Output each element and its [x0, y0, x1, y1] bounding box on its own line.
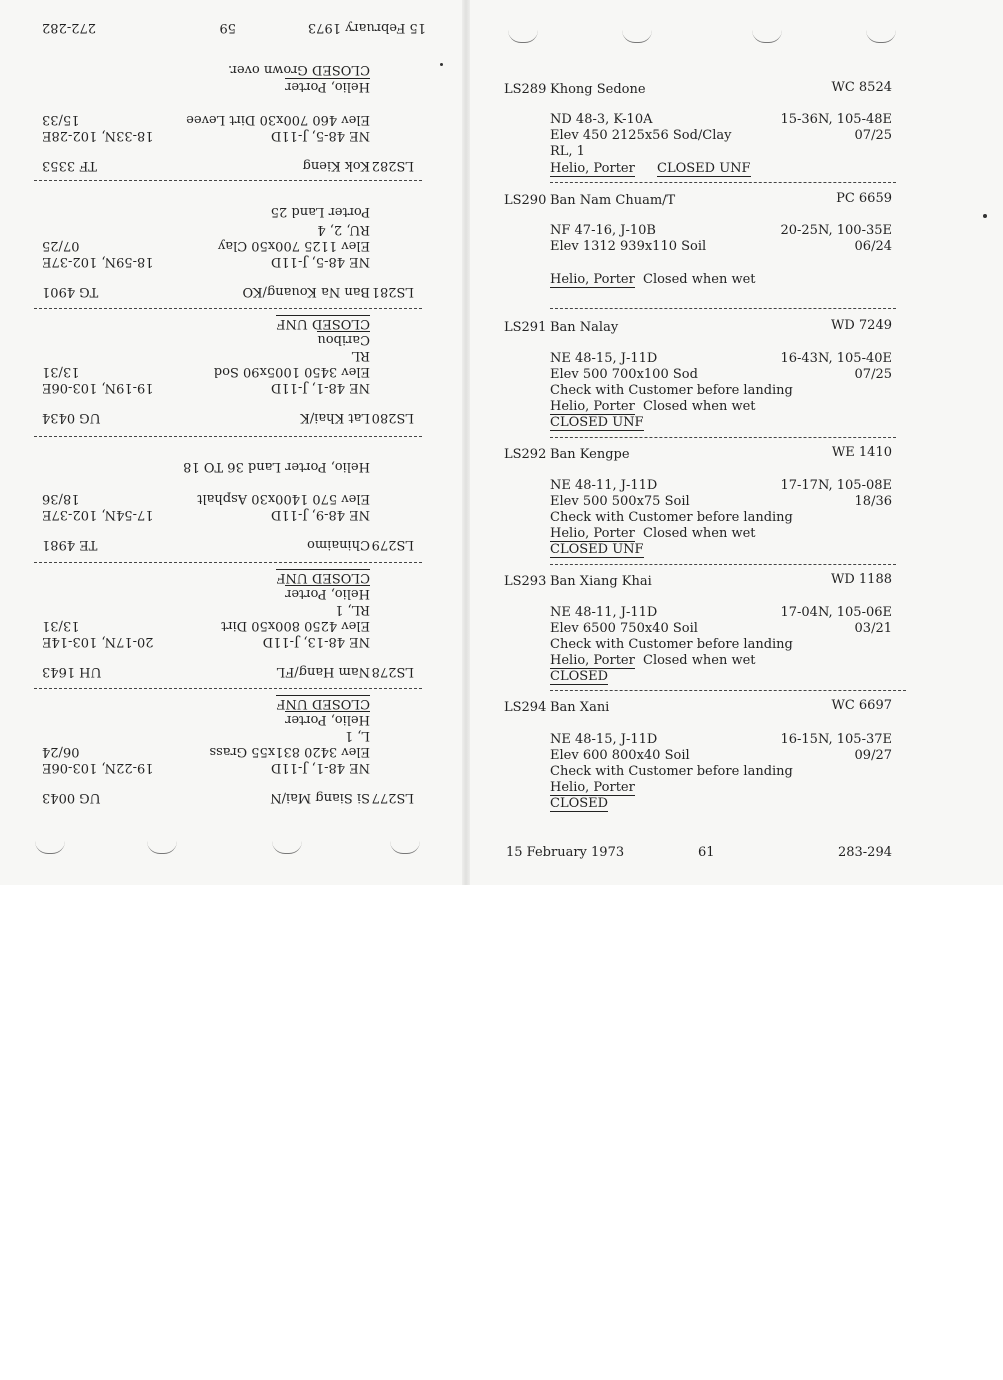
- aircraft-ops: Helio, Porter: [285, 712, 370, 727]
- aircraft-ops: Helio, Porter Land 36 TO 18: [183, 459, 370, 474]
- divider: [34, 180, 422, 181]
- footer-page-number: 59: [219, 20, 236, 35]
- entry-id: LS293: [504, 574, 547, 589]
- entry-name: Khong Sedone: [550, 82, 646, 97]
- runway-heading: 06/24: [854, 239, 892, 254]
- grid-ref: TE 4981: [42, 537, 98, 552]
- elevation: Elev 1125 700x50 Clay: [217, 238, 370, 253]
- grid-ref: WC 8524: [831, 80, 892, 95]
- elevation: Elev 3450 1005x90 Sod: [213, 364, 370, 379]
- elevation: Elev 460 700x30 Dirt Levee: [186, 112, 370, 127]
- footer-range: 272-282: [42, 20, 97, 35]
- footer-date: 15 February 1973: [307, 20, 426, 35]
- entry-name: Ban Na Kouang/KO: [242, 284, 370, 299]
- map-sheet: NE 48-1, J-11D: [270, 760, 370, 775]
- elevation: Elev 4250 800x50 Dirt: [221, 618, 370, 633]
- divider: [34, 562, 422, 563]
- coordinates: 20-25N, 100-35E: [780, 223, 892, 238]
- coordinates: 17-04N, 105-06E: [780, 605, 892, 620]
- coordinates: 16-15N, 105-37E: [780, 732, 892, 747]
- elevation: Elev 3420 831x55 Grass: [209, 744, 370, 759]
- grid-ref: TF 3353: [42, 158, 97, 173]
- grid-ref: UG 0434: [42, 410, 101, 425]
- runway-code: RL, 1: [550, 144, 585, 159]
- elevation: Elev 500 500x75 Soil: [550, 494, 690, 509]
- entry-name: Si Siang Mai/N: [270, 790, 370, 805]
- entry-id: LS289: [504, 82, 547, 97]
- status: CLOSED UNF: [550, 415, 644, 430]
- coordinates: 20-17N, 103-14E: [42, 634, 154, 649]
- grid-ref: UH 1643: [42, 664, 102, 679]
- grid-ref: WC 6697: [831, 698, 892, 713]
- entry-name: Ban Xiang Khai: [550, 574, 652, 589]
- divider: [550, 182, 896, 183]
- right-page: [470, 0, 1003, 885]
- runway-heading: 18/36: [854, 494, 892, 509]
- map-sheet: NE 48-5, J-11D: [270, 254, 370, 269]
- entry-name: Ban Nalay: [550, 320, 619, 335]
- status: CLOSED UNF: [276, 696, 370, 711]
- elevation: Elev 1312 939x110 Soil: [550, 239, 707, 254]
- entry-id: LS277: [371, 790, 414, 805]
- runway-heading: 06/24: [42, 744, 80, 759]
- map-sheet: NF 47-16, J-10B: [550, 223, 656, 238]
- grid-ref: WD 1188: [830, 572, 892, 587]
- coordinates: 15-36N, 105-48E: [780, 112, 892, 127]
- entry-id: LS281: [371, 284, 414, 299]
- aircraft-ops: Helio, Porter: [285, 586, 370, 601]
- entry-name: Lat Khai/K: [300, 410, 370, 425]
- map-sheet: NE 48-1, J-11D: [270, 380, 370, 395]
- coordinates: 19-19N, 103-06E: [42, 380, 154, 395]
- coordinates: 18-59N, 102-37E: [42, 254, 154, 269]
- coordinates: 16-43N, 105-40E: [780, 351, 892, 366]
- status: CLOSED Grown over.: [227, 62, 370, 77]
- grid-ref: UG 0043: [42, 790, 101, 805]
- status: CLOSED UNF: [657, 161, 751, 176]
- elevation: Elev 6500 750x40 Soil: [550, 621, 698, 636]
- runway-code: RL: [351, 348, 370, 363]
- divider: [550, 308, 896, 309]
- status-note: Closed when wet: [643, 653, 756, 668]
- footer-range: 283-294: [837, 845, 892, 860]
- coordinates: 19-22N, 103-06E: [42, 760, 154, 775]
- aircraft-ops: Helio, Porter: [550, 653, 635, 668]
- status: CLOSED: [550, 669, 609, 684]
- runway-heading: 07/25: [854, 128, 892, 143]
- map-sheet: ND 48-3, K-10A: [550, 112, 653, 127]
- entry-id: LS278: [371, 664, 414, 679]
- footer-page-number: 61: [698, 845, 715, 860]
- elevation: Elev 600 800x40 Soil: [550, 748, 690, 763]
- status-note: Closed when wet: [643, 399, 756, 414]
- grid-ref: PC 6659: [836, 191, 892, 206]
- entry-id: LS280: [371, 410, 414, 425]
- map-sheet: NE 48-15, J-11D: [550, 732, 658, 747]
- landing-check: Check with Customer before landing: [550, 637, 793, 652]
- runway-heading: 13/31: [42, 618, 80, 633]
- entry-name: Nam Hang/FL: [276, 664, 370, 679]
- divider: [550, 437, 896, 438]
- entry-id: LS279: [371, 537, 414, 552]
- coordinates: 17-17N, 105-08E: [780, 478, 892, 493]
- entry-id: LS294: [504, 700, 547, 715]
- left-page-rotated: [0, 0, 462, 885]
- map-sheet: NE 48-11, J-11D: [550, 478, 658, 493]
- aircraft-ops: Helio, Porter: [285, 79, 370, 94]
- coordinates: 17-54N, 102-37E: [42, 507, 154, 522]
- runway-heading: 18/36: [42, 491, 80, 506]
- runway-heading: 07/25: [854, 367, 892, 382]
- status-note: Closed when wet: [643, 526, 756, 541]
- elevation: Elev 570 1400x30 Asphalt: [197, 491, 370, 506]
- aircraft-ops: Helio, Porter: [550, 272, 635, 287]
- entry-name: Ban Nam Chuam/T: [550, 193, 676, 208]
- map-sheet: NE 48-13, J-11D: [262, 634, 370, 649]
- divider: [550, 564, 896, 565]
- entry-id: LS292: [504, 447, 547, 462]
- aircraft-ops: Caribou: [317, 332, 370, 347]
- status: CLOSED UNF: [276, 316, 370, 331]
- aircraft-ops: Helio, Porter: [550, 161, 635, 176]
- runway-code: L, 1: [344, 728, 370, 743]
- status-note: Closed when wet: [643, 272, 756, 287]
- map-sheet: NE 48-15, J-11D: [550, 351, 658, 366]
- runway-heading: 03/21: [854, 621, 892, 636]
- runway-heading: 07/25: [42, 238, 80, 253]
- entry-name: Ban Kengpe: [550, 447, 630, 462]
- aircraft-ops: Helio, Porter: [550, 526, 635, 541]
- entry-name: Chinaimo: [307, 537, 370, 552]
- divider: [34, 436, 422, 437]
- landing-check: Check with Customer before landing: [550, 764, 793, 779]
- entry-id: LS282: [371, 158, 414, 173]
- grid-ref: WD 7249: [830, 318, 892, 333]
- divider: [550, 690, 906, 691]
- status: CLOSED: [550, 796, 609, 811]
- coordinates: 18-33N, 102-28E: [42, 128, 154, 143]
- runway-code: RU, 2, 4: [317, 222, 370, 237]
- entry-id: LS291: [504, 320, 547, 335]
- aircraft-ops: Helio, Porter: [550, 399, 635, 414]
- map-sheet: NE 48-9, J-11D: [270, 507, 370, 522]
- divider: [34, 308, 422, 309]
- page-gutter: [462, 0, 470, 885]
- status: CLOSED UNF: [550, 542, 644, 557]
- grid-ref: TG 4901: [42, 284, 99, 299]
- aircraft-ops: Helio, Porter: [550, 780, 635, 795]
- runway-heading: 09/27: [854, 748, 892, 763]
- runway-code: RL, 1: [335, 602, 370, 617]
- runway-heading: 13/31: [42, 364, 80, 379]
- landing-check: Check with Customer before landing: [550, 383, 793, 398]
- map-sheet: NE 48-5, J-11D: [270, 128, 370, 143]
- grid-ref: WE 1410: [831, 445, 892, 460]
- map-sheet: NE 48-11, J-11D: [550, 605, 658, 620]
- entry-id: LS290: [504, 193, 547, 208]
- footer-date: 15 February 1973: [506, 845, 625, 860]
- runway-heading: 15/33: [42, 112, 80, 127]
- divider: [34, 688, 422, 689]
- entry-name: Kok Kieng: [302, 158, 370, 173]
- elevation: Elev 450 2125x56 Sod/Clay: [550, 128, 732, 143]
- status: CLOSED UNF: [276, 570, 370, 585]
- aircraft-ops: Porter Land 25: [270, 204, 370, 219]
- landing-check: Check with Customer before landing: [550, 510, 793, 525]
- elevation: Elev 500 700x100 Sod: [550, 367, 698, 382]
- entry-name: Ban Xani: [550, 700, 610, 715]
